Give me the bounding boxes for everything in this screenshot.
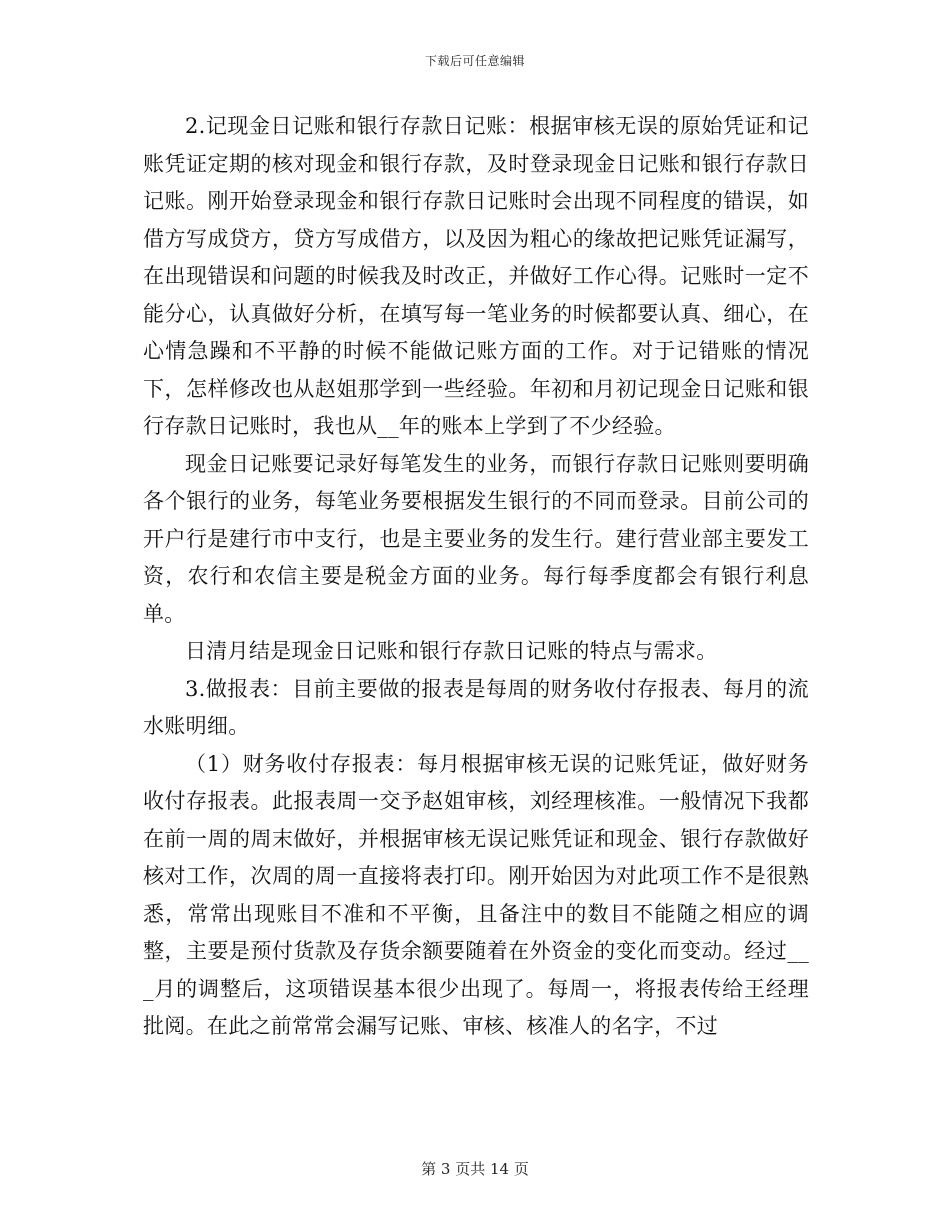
- paragraph-financial-report: （1）财务收付存报表：每月根据审核无误的记账凭证，做好财务收付存报表。此报表周一交予赵姐审核，刘经理核准。一般情况下我都在前一周的周末做好，并根据审核无误记账凭证和现金、银行存款做好核对工作，次周的周一直接将表打印。刚开始因为对此项工作不是很熟悉，常常出现账目不准和不平衡，且备注中的数目不能随之相应的调整，主要是预付货款及存货余额要随着在外资金的变化而变动。经过___月的调整后，这项错误基本很少出现了。每周一，将报表传给王经理批阅。在此之前常常会漏写记账、审核、核准人的名字，不过: [143, 751, 809, 1038]
- document-body: [143, 108, 809, 1046]
- paragraph-bank-business: 现金日记账要记录好每笔发生的业务，而银行存款日记账则要明确各个银行的业务，每笔业务要根据发生银行的不同而登录。目前公司的开户行是建行市中支行，也是主要业务的发生行。建行营业部主要发工资，农行和农信主要是税金方面的业务。每行每季度都会有银行利息单。: [143, 451, 809, 626]
- paragraph-reports: 3.做报表：目前主要做的报表是每周的财务收付存报表、每月的流水账明细。: [143, 676, 809, 738]
- paragraph-cash-journal: 2.记现金日记账和银行存款日记账：根据审核无误的原始凭证和记账凭证定期的核对现金和银行存款，及时登录现金日记账和银行存款日记账。刚开始登录现金和银行存款日记账时会出现不同程度的错误，如借方写成贷方，贷方写成借方，以及因为粗心的缘故把记账凭证漏写，在出现错误和问题的时候我及时改正，并做好工作心得。记账时一定不能分心，认真做好分析，在填写每一笔业务的时候都要认真、细心，在心情急躁和不平静的时候不能做记账方面的工作。对于记错账的情况下，怎样修改也从赵姐那学到一些经验。年初和月初记现金日记账和银行存款日记账时，我也从__年的账本上学到了不少经验。: [143, 114, 809, 438]
- page-header: 下载后可任意编辑: [424, 54, 525, 68]
- page-footer: 第 3 页共 14 页: [421, 1160, 529, 1178]
- paragraph-daily-settlement: 日清月结是现金日记账和银行存款日记账的特点与需求。: [185, 639, 718, 663]
